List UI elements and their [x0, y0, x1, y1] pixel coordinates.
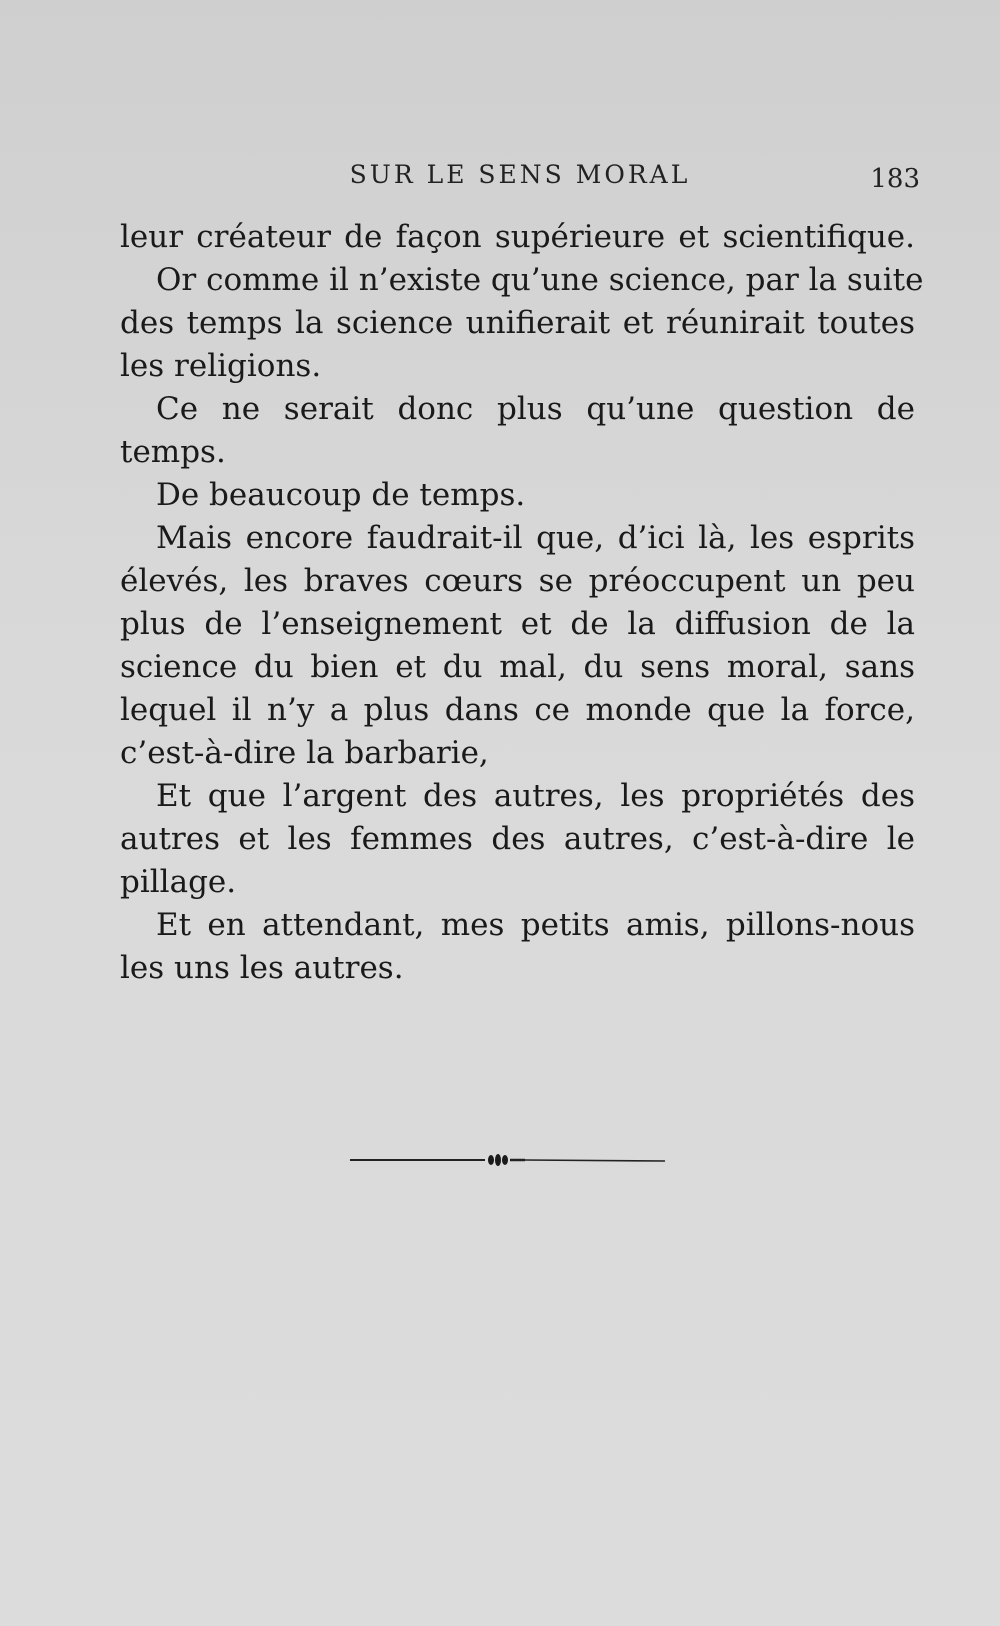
text-line: Et en attendant, mes petits amis, pillons-nous [156, 907, 915, 943]
text-line: De beaucoup de temps. [156, 477, 526, 513]
text-line: c’est-à-dire la barbarie, [120, 735, 489, 771]
running-head [120, 160, 920, 200]
running-title: SUR LE SENS MORAL [349, 160, 691, 189]
body-text [120, 216, 924, 990]
ornament-divider [350, 1150, 665, 1170]
text-line: les uns les autres. [120, 950, 404, 986]
text-line: Ce ne serait donc plus qu’une question de [156, 391, 915, 427]
text-line: Et que l’argent des autres, les propriétés des [156, 778, 915, 814]
text-line: les religions. [120, 348, 322, 384]
text-line: autres et les femmes des autres, c’est-à-dire le [120, 821, 915, 857]
text-line: élevés, les braves cœurs se préoccupent un peu [120, 563, 915, 599]
text-line: des temps la science unifierait et réunirait toutes [120, 305, 915, 341]
text-line: Or comme il n’existe qu’une science, par la suite [156, 262, 924, 298]
text-line: plus de l’enseignement et de la diffusion de la [120, 606, 915, 642]
text-line: leur créateur de façon supérieure et scientifique. [120, 219, 915, 255]
text-line: temps. [120, 434, 226, 470]
text-line: pillage. [120, 864, 237, 900]
text-line: lequel il n’y a plus dans ce monde que la force, [120, 692, 915, 728]
page-number: 183 [870, 164, 920, 194]
text-line: Mais encore faudrait-il que, d’ici là, les esprits [156, 520, 915, 556]
text-line: science du bien et du mal, du sens moral, sans [120, 649, 915, 685]
